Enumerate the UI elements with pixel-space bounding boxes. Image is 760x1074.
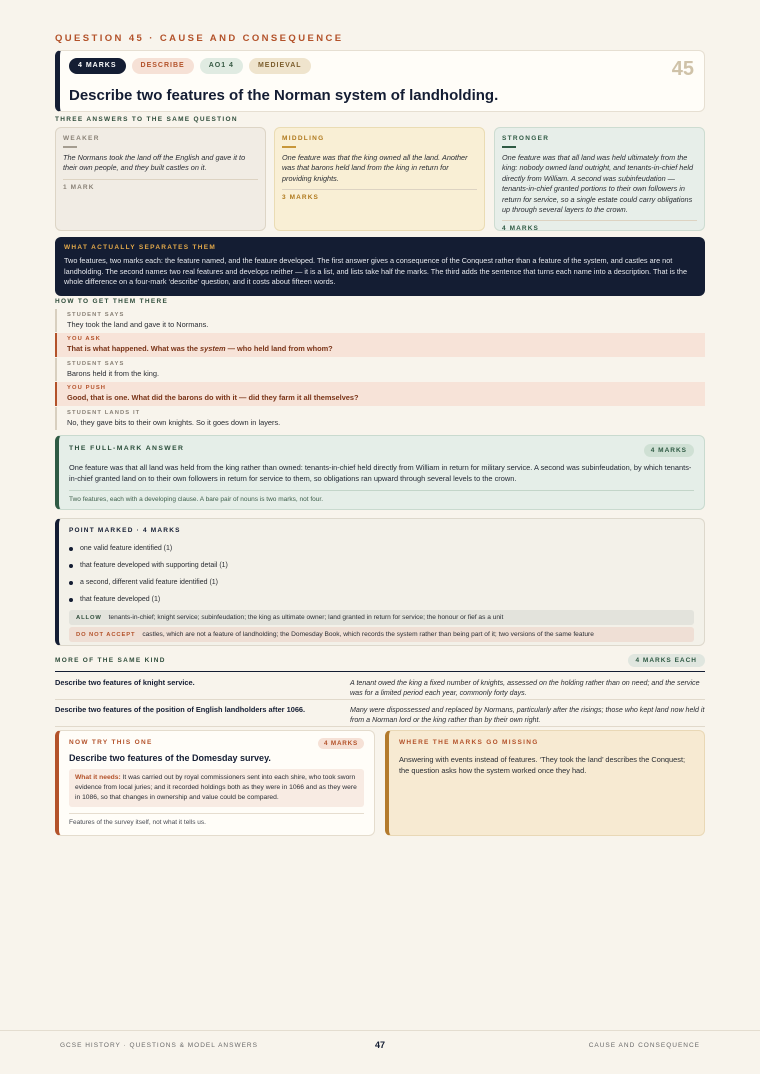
- answer-stronger-text: One feature was that all land was held ultimately from the king: nobody owned land outright, and tenants-in-chief held directly from William. A second was subinfeudation — tenants-in-chief granted portions to their own followers in return for service, so a single estate could carry obligations up through several layers to the crown.: [502, 153, 694, 215]
- dialogue-label: YOU PUSH: [67, 385, 107, 391]
- divider: [502, 146, 516, 148]
- tag-marks: 4 MARKS: [69, 58, 126, 74]
- dialogue-you-ask: [55, 333, 705, 357]
- tag-row: [69, 58, 311, 74]
- try-needs-text: It was carried out by royal commissioners sent into each shire, who took sworn evidence from local juries; and it recorded holdings both as they were in 1066 and as they were in 1086, so that changes in ownership and value could be compared.: [75, 774, 357, 801]
- answer-stronger: [494, 127, 705, 231]
- answer-weaker: [55, 127, 266, 231]
- list-item-text: one valid feature identified (1): [80, 545, 173, 552]
- dialogue-label: STUDENT SAYS: [67, 361, 125, 367]
- coaching-section-label: HOW TO GET THEM THERE: [55, 298, 169, 305]
- point-marked-label: POINT MARKED · 4 MARKS: [69, 527, 181, 534]
- list-item-text: a second, different valid feature identified (1): [80, 579, 219, 586]
- dialogue-text-end: — who held land from whom?: [225, 344, 333, 353]
- answer-middling-label: MIDDLING: [282, 135, 325, 142]
- bullet-icon: [69, 547, 73, 551]
- page-number: 47: [374, 1040, 386, 1050]
- list-item-text: that feature developed (1): [80, 596, 161, 603]
- question-heading: QUESTION 45 · CAUSE AND CONSEQUENCE: [55, 33, 344, 44]
- tag-assessment-objective: AO1 4: [200, 58, 243, 74]
- list-item: [69, 557, 694, 574]
- do-not-accept-row: [69, 627, 694, 642]
- separates-panel: [55, 237, 705, 296]
- answer-stronger-label: STRONGER: [502, 135, 550, 142]
- more-answer: Many were dispossessed and replaced by Normans, particularly after the risings; those who kept land now held it from a Norman lord or the king rather than by their own right.: [350, 706, 705, 724]
- answer-stronger-marks: 4 MARKS: [502, 225, 539, 233]
- more-section-label: MORE OF THE SAME KIND: [55, 657, 166, 664]
- table-row: [55, 700, 705, 727]
- question-title: Describe two features of the Norman system of landholding.: [69, 87, 499, 104]
- more-badge: 4 MARKS EACH: [628, 654, 705, 667]
- try-panel: [55, 730, 375, 836]
- try-badge: 4 MARKS: [318, 738, 364, 749]
- try-label: NOW TRY THIS ONE: [69, 739, 153, 746]
- bullet-icon: [69, 581, 73, 585]
- question-number: 45: [671, 58, 694, 80]
- divider: [282, 189, 477, 190]
- bullet-icon: [69, 598, 73, 602]
- more-answer: A tenant owed the king a fixed number of knights, assessed on the holding rather than on need; and the service was for a limited period each year, commonly forty days.: [350, 679, 700, 697]
- try-needs: [69, 769, 364, 807]
- list-item: [69, 540, 694, 557]
- full-mark-badge: 4 MARKS: [644, 444, 694, 457]
- dialogue-student-1: [55, 309, 705, 332]
- footer-section: CAUSE AND CONSEQUENCE: [588, 1042, 700, 1049]
- footer: [0, 1030, 760, 1074]
- dialogue-label: STUDENT LANDS IT: [67, 410, 141, 416]
- missing-panel: [385, 730, 705, 836]
- answer-weaker-text: The Normans took the land off the English and gave it to their own people, and they built castles on it.: [63, 153, 246, 173]
- dialogue-you-push: [55, 382, 705, 406]
- divider: [63, 146, 77, 148]
- separates-label: WHAT ACTUALLY SEPARATES THEM: [64, 244, 217, 251]
- more-question: Describe two features of the position of English landholders after 1066.: [55, 705, 306, 714]
- full-mark-text: One feature was that all land was held from the king rather than owned: tenants-in-chief held directly from William in return for military service. A second was subinfeudation, by which tenants-in-chief granted land on to their own followers in return for service to them, so obligations ran upward through several levels to the crown.: [69, 463, 692, 483]
- dialogue-label: YOU ASK: [67, 336, 101, 342]
- bullet-icon: [69, 564, 73, 568]
- list-item: [69, 591, 694, 608]
- divider: [69, 813, 364, 814]
- answer-weaker-label: WEAKER: [63, 135, 100, 142]
- do-not-accept-label: DO NOT ACCEPT: [76, 632, 136, 638]
- list-item: [69, 574, 694, 591]
- dialogue-student-lands: [55, 407, 705, 430]
- table-row: [55, 673, 705, 700]
- dialogue-student-2: [55, 358, 705, 381]
- allow-row: [69, 610, 694, 625]
- divider: [282, 146, 296, 148]
- divider: [69, 490, 694, 491]
- point-marked-panel: [55, 518, 705, 646]
- dialogue-text-emphasis: system: [200, 344, 226, 353]
- try-question: Describe two features of the Domesday survey.: [69, 753, 271, 763]
- tag-period: MEDIEVAL: [249, 58, 311, 74]
- question-card: [55, 50, 705, 112]
- tag-command: DESCRIBE: [132, 58, 194, 74]
- full-mark-note: Two features, each with a developing clause. A bare pair of nouns is two marks, not four.: [69, 496, 324, 503]
- footer-book-title: GCSE HISTORY · QUESTIONS & MODEL ANSWERS: [60, 1042, 258, 1049]
- dialogue-text: Good, that is one. What did the barons do with it — did they farm it all themselves?: [67, 393, 359, 402]
- dialogue-text: Barons held it from the king.: [67, 369, 160, 378]
- dialogue-text: They took the land and gave it to Normans.: [67, 320, 209, 329]
- dialogue-text-start: That is what happened. What was the: [67, 344, 201, 353]
- answer-middling-text: One feature was that the king owned all the land. Another was that barons held land from the king in return for providing knights.: [282, 153, 468, 183]
- divider: [63, 179, 258, 180]
- full-mark-panel: [55, 435, 705, 510]
- point-marked-list: [69, 540, 694, 608]
- dialogue-label: STUDENT SAYS: [67, 312, 125, 318]
- separates-text: Two features, two marks each: the feature named, and the feature developed. The first answer gives a consequence of the Conquest rather than a feature of the system, and castles are not landholding. The second names two real features and develops neither — it is a list, and lists take half the marks. The third adds the sentence that turns each name into a description. That is the whole difference on a four-mark ‘describe’ question, and it costs about fifteen words.: [64, 256, 688, 287]
- missing-label: WHERE THE MARKS GO MISSING: [399, 739, 539, 746]
- dialogue-text: No, they gave bits to their own knights. So it goes down in layers.: [67, 418, 281, 427]
- try-note: Features of the survey itself, not what it tells us.: [69, 819, 206, 826]
- full-mark-label: THE FULL-MARK ANSWER: [69, 445, 185, 452]
- answer-weaker-marks: 1 MARK: [63, 183, 95, 191]
- list-item-text: that feature developed with supporting detail (1): [80, 562, 228, 569]
- missing-text: Answering with events instead of features. ‘They took the land’ describes the Conquest; the question asks how the system worked once they had.: [399, 755, 686, 775]
- more-question: Describe two features of knight service.: [55, 678, 195, 687]
- do-not-accept-text: castles, which are not a feature of landholding; the Domesday Book, which records the system rather than being part of it; two versions of the same feature: [142, 631, 594, 638]
- answer-middling-marks: 3 MARKS: [282, 194, 319, 202]
- try-needs-label: What it needs:: [75, 774, 121, 781]
- allow-label: ALLOW: [76, 615, 102, 621]
- dialogue-text: [67, 344, 695, 353]
- answer-middling: [274, 127, 485, 231]
- more-header: [55, 654, 705, 672]
- answers-section-label: THREE ANSWERS TO THE SAME QUESTION: [55, 116, 238, 123]
- allow-text: tenants-in-chief; knight service; subinfeudation; the king as ultimate owner; land granted in return for service; the honour or fief as a unit: [108, 614, 504, 621]
- divider: [502, 220, 697, 221]
